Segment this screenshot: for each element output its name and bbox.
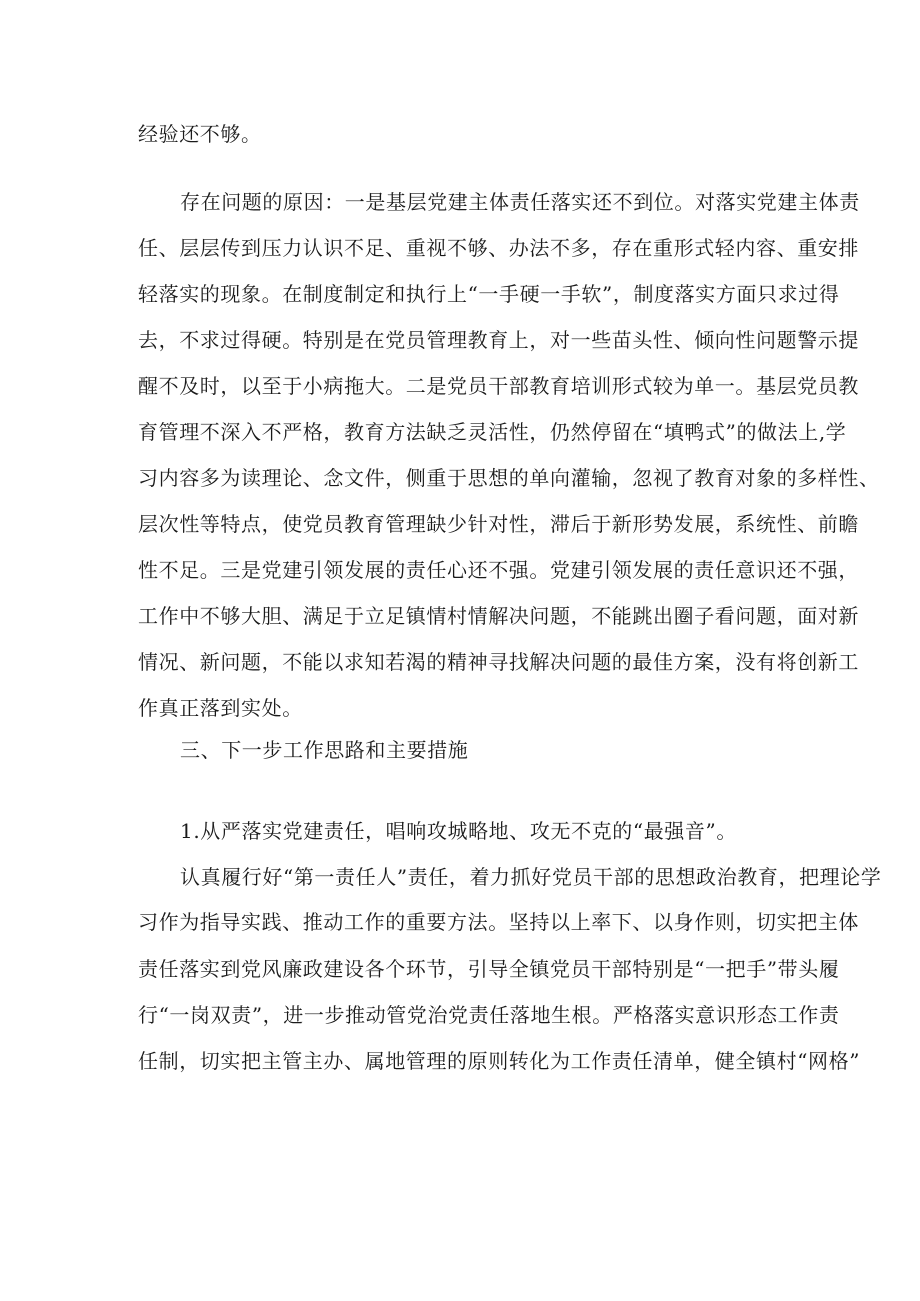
text-line: 习作为指导实践、推动工作的重要方法。坚持以上率下、以身作则，切实把主体 xyxy=(138,910,859,934)
text-line: 任、层层传到压力认识不足、重视不够、办法不多，存在重形式轻内容、重安排 xyxy=(138,236,859,260)
text-line: 工作中不够大胆、满足于立足镇情村情解决问题，不能跳出圈子看问题，面对新 xyxy=(138,604,859,628)
text-line: 经验还不够。 xyxy=(138,122,262,146)
text-line: 性不足。三是党建引领发展的责任心还不强。党建引领发展的责任意识还不强， xyxy=(138,558,859,582)
section-heading: 1.从严落实党建责任，唱响攻城略地、攻无不克的“最强音”。 xyxy=(180,819,737,843)
text-line: 育管理不深入不严格，教育方法缺乏灵活性，仍然停留在“填鸭式”的做法上,学 xyxy=(138,420,847,444)
text-line: 习内容多为读理论、念文件，侧重于思想的单向灌输，忽视了教育对象的多样性、 xyxy=(138,466,880,490)
text-line: 轻落实的现象。在制度制定和执行上“一手硬一手软”，制度落实方面只求过得 xyxy=(138,282,840,306)
text-line: 作真正落到实处。 xyxy=(138,696,303,720)
text-line: 去，不求过得硬。特别是在党员管理教育上，对一些苗头性、倾向性问题警示提 xyxy=(138,328,859,352)
text-line: 任制，切实把主管主办、属地管理的原则转化为工作责任清单，健全镇村“网格” xyxy=(138,1049,861,1073)
text-line: 三、下一步工作思路和主要措施 xyxy=(180,738,469,762)
text-line: 情况、新问题，不能以求知若渴的精神寻找解决问题的最佳方案，没有将创新工 xyxy=(138,650,859,674)
text-line: 责任落实到党风廉政建设各个环节，引导全镇党员干部特别是“一把手”带头履 xyxy=(138,957,840,981)
subsection-heading: 认真履行好“第一责任人”责任，着力抓好党员干部的思想政治教育，把理论学 xyxy=(180,865,882,889)
text-line: 行“一岗双责”，进一步推动管党治党责任落地生根。严格落实意识形态工作责 xyxy=(138,1003,840,1027)
text-line: 存在问题的原因：一是基层党建主体责任落实还不到位。对落实党建主体责 xyxy=(180,190,860,214)
text-line: 醒不及时，以至于小病拖大。二是党员干部教育培训形式较为单一。基层党员教 xyxy=(138,374,859,398)
text-line: 层次性等特点，使党员教育管理缺少针对性，滞后于新形势发展，系统性、前瞻 xyxy=(138,512,859,536)
